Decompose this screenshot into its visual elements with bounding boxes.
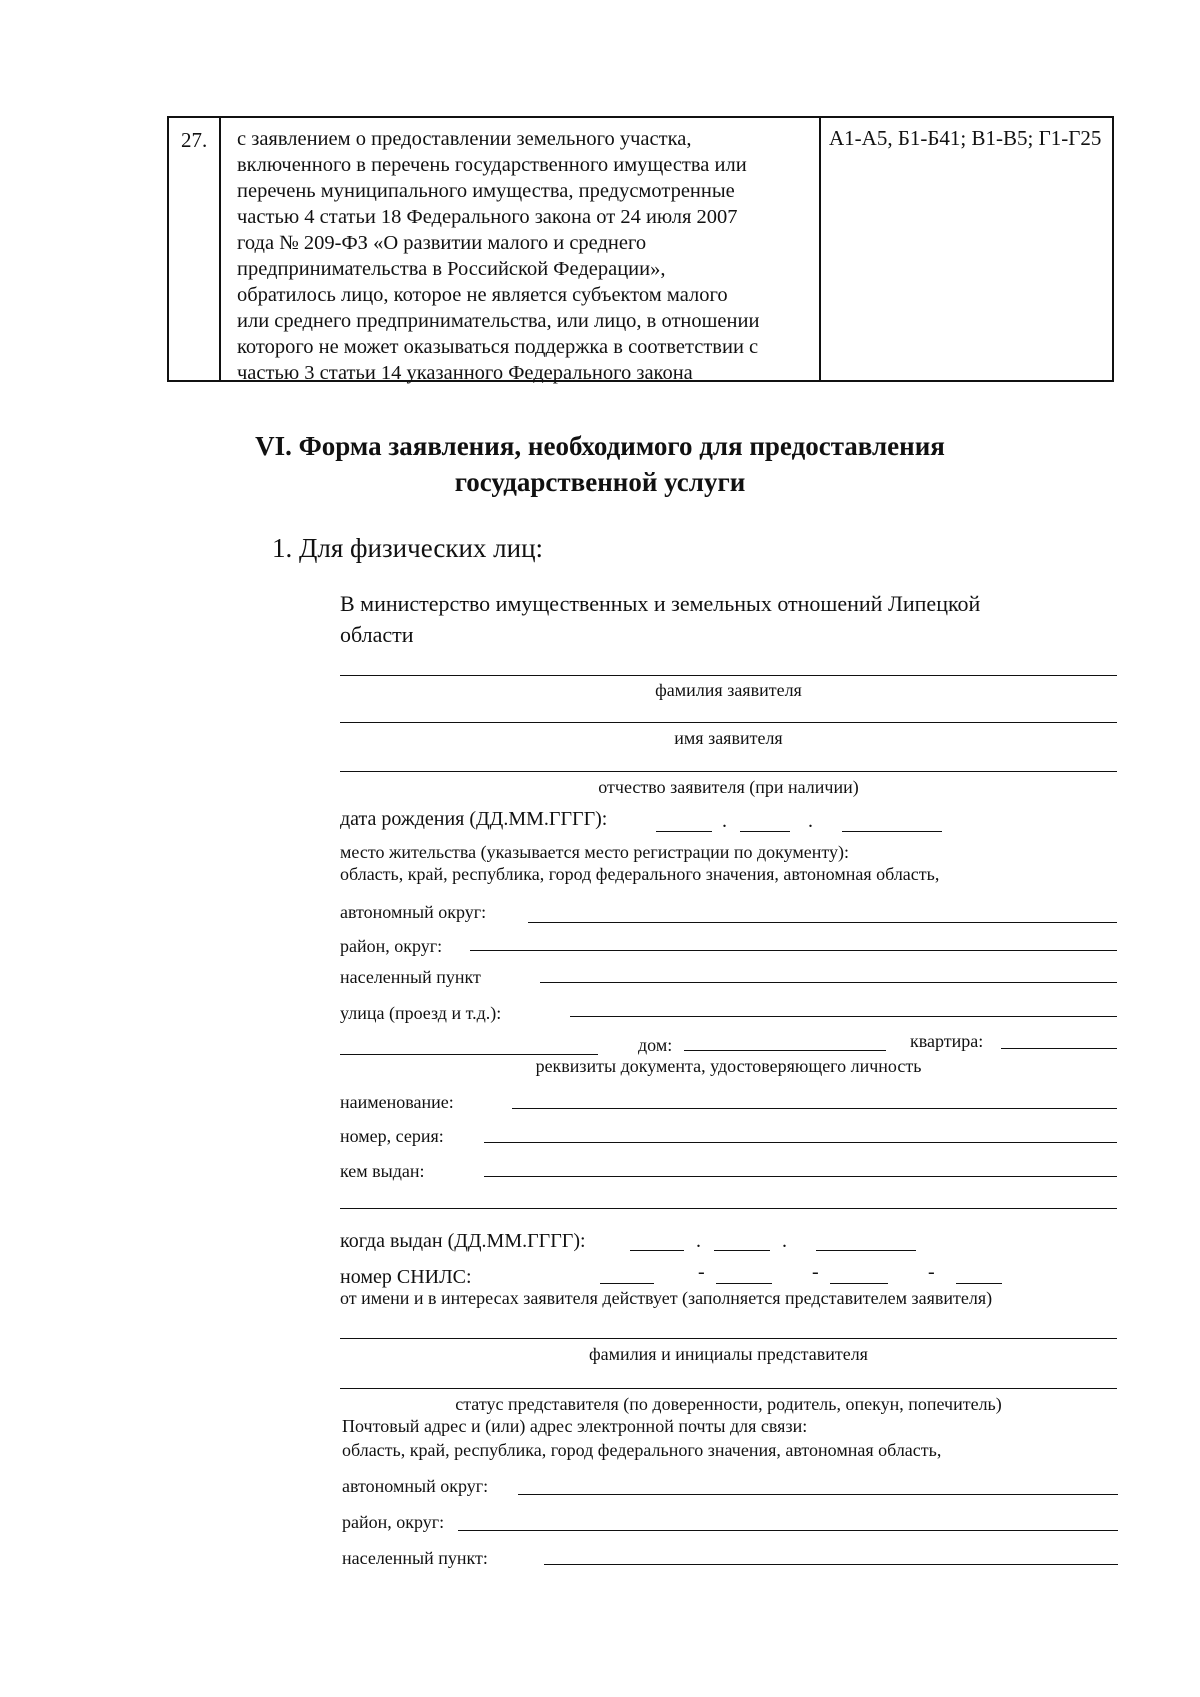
- settlement-field[interactable]: [540, 982, 1117, 983]
- birth-year-field[interactable]: [842, 831, 942, 832]
- table-divider: [219, 118, 221, 380]
- birth-date-label: дата рождения (ДД.ММ.ГГГГ):: [340, 808, 608, 830]
- doc-name-field[interactable]: [512, 1108, 1117, 1109]
- okrug-label: автономный округ:: [340, 902, 487, 922]
- row-number: 27.: [181, 128, 208, 152]
- doc-number-label: номер, серия:: [340, 1126, 444, 1146]
- description-line: года № 209-ФЗ «О развитии малого и среднего: [237, 232, 647, 254]
- rep-name-caption: фамилия и инициалы представителя: [589, 1344, 868, 1364]
- snils-separator: -: [928, 1261, 935, 1283]
- district2-label: район, округ:: [342, 1512, 445, 1532]
- name-field[interactable]: [340, 722, 1117, 723]
- okrug2-label: автономный округ:: [342, 1476, 489, 1496]
- criteria-table: [167, 116, 1114, 382]
- description-line: или среднего предпринимательства, или лицо, в отношении: [237, 310, 760, 332]
- date-separator: .: [722, 810, 727, 832]
- issued-by-label: кем выдан:: [340, 1161, 425, 1181]
- addressee-line2: области: [340, 622, 414, 647]
- section-title-line1: VI. Форма заявления, необходимого для предоставления: [255, 431, 945, 461]
- issue-month-field[interactable]: [714, 1250, 770, 1251]
- surname-caption: фамилия заявителя: [655, 680, 802, 700]
- doc-name-label: наименование:: [340, 1092, 454, 1112]
- date-separator: .: [696, 1230, 701, 1252]
- residence-label: место жительства (указывается место регистрации по документу):: [340, 842, 850, 862]
- date-separator: .: [808, 810, 813, 832]
- surname-field[interactable]: [340, 675, 1117, 676]
- patronymic-caption: отчество заявителя (при наличии): [598, 777, 859, 797]
- snils-label: номер СНИЛС:: [340, 1266, 472, 1288]
- house-field[interactable]: [684, 1050, 886, 1051]
- issued-by-extra-field[interactable]: [340, 1208, 1117, 1209]
- snils-part1-field[interactable]: [600, 1283, 654, 1284]
- issue-year-field[interactable]: [816, 1250, 916, 1251]
- section-title-line2: государственной услуги: [454, 467, 746, 497]
- rep-name-field[interactable]: [340, 1338, 1117, 1339]
- street-label: улица (проезд и т.д.):: [340, 1003, 502, 1023]
- okrug2-field[interactable]: [518, 1494, 1118, 1495]
- description-line: обратилось лицо, которое не является субъектом малого: [237, 284, 728, 306]
- addressee-line1: В министерство имущественных и земельных отношений Липецкой: [340, 591, 981, 616]
- settlement-label: населенный пункт: [340, 967, 481, 987]
- rep-status-caption: статус представителя (по доверенности, родитель, опекун, попечитель): [455, 1394, 1002, 1414]
- description-line: с заявлением о предоставлении земельного участка,: [237, 128, 692, 150]
- rep-status-field[interactable]: [340, 1388, 1117, 1389]
- name-caption: имя заявителя: [674, 728, 783, 748]
- description-line: частью 4 статьи 18 Федерального закона от 24 июля 2007: [237, 206, 738, 228]
- okrug-field[interactable]: [528, 922, 1117, 923]
- description-line: предпринимательства в Российской Федерации»,: [237, 258, 666, 280]
- street-extra-field[interactable]: [340, 1054, 598, 1055]
- description-line: перечень муниципального имущества, предусмотренные: [237, 180, 735, 202]
- region-label: область, край, республика, город федерального значения, автономная область,: [340, 864, 940, 884]
- doc-number-field[interactable]: [484, 1142, 1117, 1143]
- apartment-field[interactable]: [1001, 1048, 1117, 1049]
- issued-by-field[interactable]: [484, 1176, 1117, 1177]
- settlement2-field[interactable]: [544, 1564, 1118, 1565]
- apartment-label: квартира:: [910, 1031, 984, 1051]
- id-document-caption: реквизиты документа, удостоверяющего личность: [535, 1056, 922, 1076]
- snils-separator: -: [812, 1261, 819, 1283]
- street-field[interactable]: [570, 1016, 1117, 1017]
- snils-separator: -: [698, 1261, 705, 1283]
- table-divider: [819, 118, 821, 380]
- district2-field[interactable]: [458, 1530, 1118, 1531]
- subsection-title: 1. Для физических лиц:: [272, 533, 544, 563]
- settlement2-label: населенный пункт:: [342, 1548, 488, 1568]
- issue-date-label: когда выдан (ДД.ММ.ГГГГ):: [340, 1230, 586, 1252]
- snils-part3-field[interactable]: [830, 1283, 888, 1284]
- postal-label: Почтовый адрес и (или) адрес электронной почты для связи:: [342, 1416, 808, 1436]
- description-line: частью 3 статьи 14 указанного Федерального закона: [237, 362, 693, 384]
- birth-day-field[interactable]: [656, 831, 712, 832]
- description-line: включенного в перечень государственного имущества или: [237, 154, 747, 176]
- row-description: [237, 126, 759, 386]
- house-label: дом:: [638, 1035, 673, 1055]
- patronymic-field[interactable]: [340, 771, 1117, 772]
- issue-day-field[interactable]: [630, 1250, 684, 1251]
- row-codes: А1-А5, Б1-Б41; В1-В5; Г1-Г25: [829, 126, 1102, 150]
- snils-part2-field[interactable]: [716, 1283, 772, 1284]
- district-field[interactable]: [470, 950, 1117, 951]
- date-separator: .: [782, 1230, 787, 1252]
- description-line: которого не может оказываться поддержка в соответствии с: [237, 336, 759, 358]
- region2-label: область, край, республика, город федерального значения, автономная область,: [342, 1440, 942, 1460]
- representative-note: от имени и в интересах заявителя действует (заполняется представителем заявителя): [340, 1288, 993, 1308]
- birth-month-field[interactable]: [740, 831, 790, 832]
- district-label: район, округ:: [340, 936, 443, 956]
- snils-part4-field[interactable]: [956, 1283, 1002, 1284]
